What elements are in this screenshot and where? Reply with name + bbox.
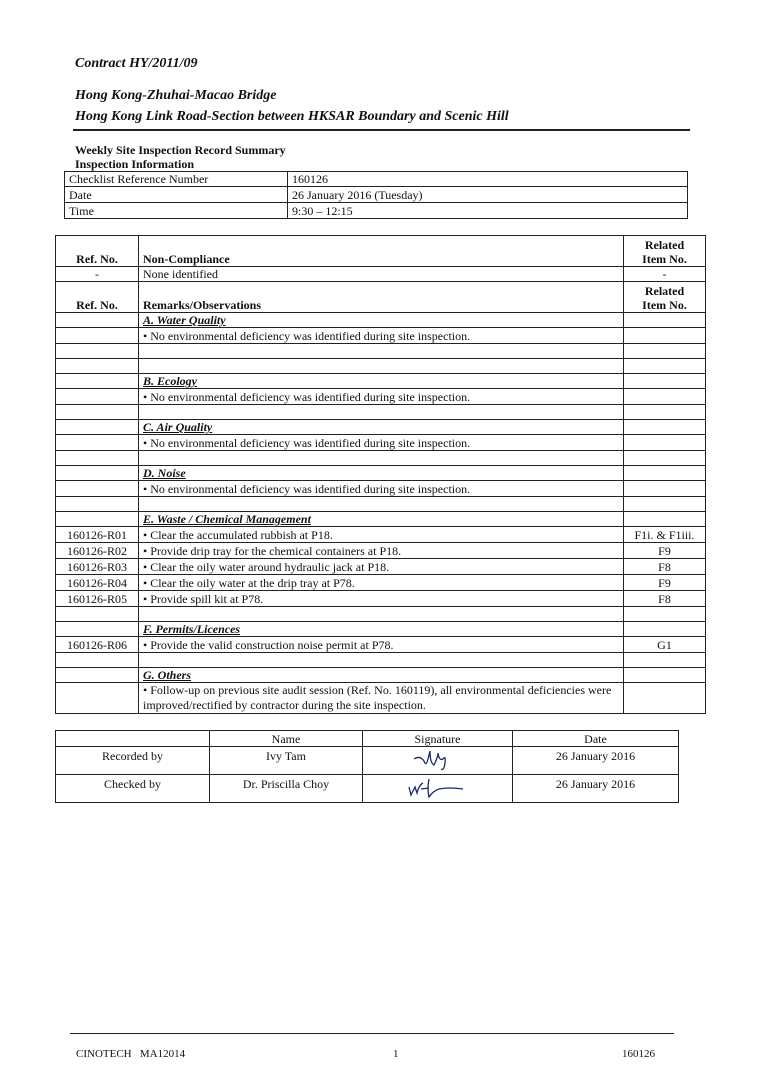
remark-text: • Provide spill kit at P78. — [139, 591, 624, 607]
sign-date-header: Date — [513, 731, 679, 747]
remarks-table — [55, 235, 706, 714]
rem-related-header: Related Item No. — [624, 282, 706, 313]
signature-ivy-tam — [408, 747, 468, 771]
info-value: 26 January 2016 (Tuesday) — [288, 187, 688, 203]
info-label: Date — [65, 187, 288, 203]
rem-title-header: Remarks/Observations — [139, 282, 624, 313]
section-heading: B. Ecology — [139, 374, 624, 389]
signature-table — [55, 730, 679, 803]
sign-role-header — [56, 731, 210, 747]
remark-ref: 160126-R05 — [56, 591, 139, 607]
signature-image — [363, 747, 513, 775]
remark-text: • No environmental deficiency was identified during site inspection. — [139, 435, 624, 451]
header-rule — [73, 129, 690, 131]
info-label: Time — [65, 203, 288, 219]
sign-role: Checked by — [56, 775, 210, 803]
sign-name: Dr. Priscilla Choy — [210, 775, 363, 803]
info-value: 160126 — [288, 172, 688, 187]
remark-ref: 160126-R06 — [56, 637, 139, 653]
remark-item: F9 — [624, 575, 706, 591]
remark-text: • Clear the oily water around hydraulic jack at P18. — [139, 559, 624, 575]
section-heading: E. Waste / Chemical Management — [139, 512, 624, 527]
inspection-info-table — [64, 171, 688, 219]
remark-item: G1 — [624, 637, 706, 653]
sign-date: 26 January 2016 — [513, 775, 679, 803]
rem-ref-header: Ref. No. — [56, 282, 139, 313]
info-value: 9:30 – 12:15 — [288, 203, 688, 219]
remark-ref: 160126-R02 — [56, 543, 139, 559]
remark-item: F8 — [624, 591, 706, 607]
info-title: Inspection Information — [75, 157, 195, 171]
remark-item: F9 — [624, 543, 706, 559]
summary-title: Weekly Site Inspection Record Summary — [75, 143, 286, 157]
sign-date: 26 January 2016 — [513, 747, 679, 775]
section-heading: D. Noise — [139, 466, 624, 481]
remark-text: • No environmental deficiency was identified during site inspection. — [139, 481, 624, 497]
nc-ref: - — [56, 267, 139, 282]
nc-ref-header: Ref. No. — [56, 236, 139, 267]
sign-role: Recorded by — [56, 747, 210, 775]
section-heading: F. Permits/Licences — [139, 622, 624, 637]
page-number: 1 — [393, 1048, 399, 1060]
remark-ref: 160126-R03 — [56, 559, 139, 575]
remark-text: • Clear the oily water at the drip tray at P78. — [139, 575, 624, 591]
remark-item: F1i. & F1iii. — [624, 527, 706, 543]
footer-right: 160126 — [622, 1048, 655, 1060]
section-heading: A. Water Quality — [139, 313, 624, 328]
signature-image — [363, 775, 513, 803]
remark-item: F8 — [624, 559, 706, 575]
sign-name: Ivy Tam — [210, 747, 363, 775]
nc-text: None identified — [139, 267, 624, 282]
contract-title: Contract HY/2011/09 — [75, 56, 198, 71]
nc-title-header: Non-Compliance — [139, 236, 624, 267]
sign-signature-header: Signature — [363, 731, 513, 747]
nc-related-header: Related Item No. — [624, 236, 706, 267]
project-title: Hong Kong-Zhuhai-Macao Bridge — [75, 88, 277, 103]
remark-text: • Provide the valid construction noise permit at P78. — [139, 637, 624, 653]
signature-priscilla-choy — [403, 775, 473, 799]
footer-left: CINOTECH MA12014 — [76, 1048, 186, 1060]
remark-text: • Provide drip tray for the chemical containers at P18. — [139, 543, 624, 559]
section-heading: G. Others — [139, 668, 624, 683]
remark-text: • No environmental deficiency was identified during site inspection. — [139, 389, 624, 405]
remark-text: • Follow-up on previous site audit session (Ref. No. 160119), all environmental deficiencies were improved/rectified by contractor during the site inspection. — [139, 683, 624, 714]
footer-rule — [70, 1033, 674, 1034]
remark-ref: 160126-R04 — [56, 575, 139, 591]
remark-text: • No environmental deficiency was identified during site inspection. — [139, 328, 624, 344]
info-label: Checklist Reference Number — [65, 172, 288, 187]
remark-text: • Clear the accumulated rubbish at P18. — [139, 527, 624, 543]
section-heading: C. Air Quality — [139, 420, 624, 435]
sign-name-header: Name — [210, 731, 363, 747]
section-title: Hong Kong Link Road-Section between HKSAR Boundary and Scenic Hill — [75, 109, 509, 124]
nc-item: - — [624, 267, 706, 282]
remark-ref: 160126-R01 — [56, 527, 139, 543]
